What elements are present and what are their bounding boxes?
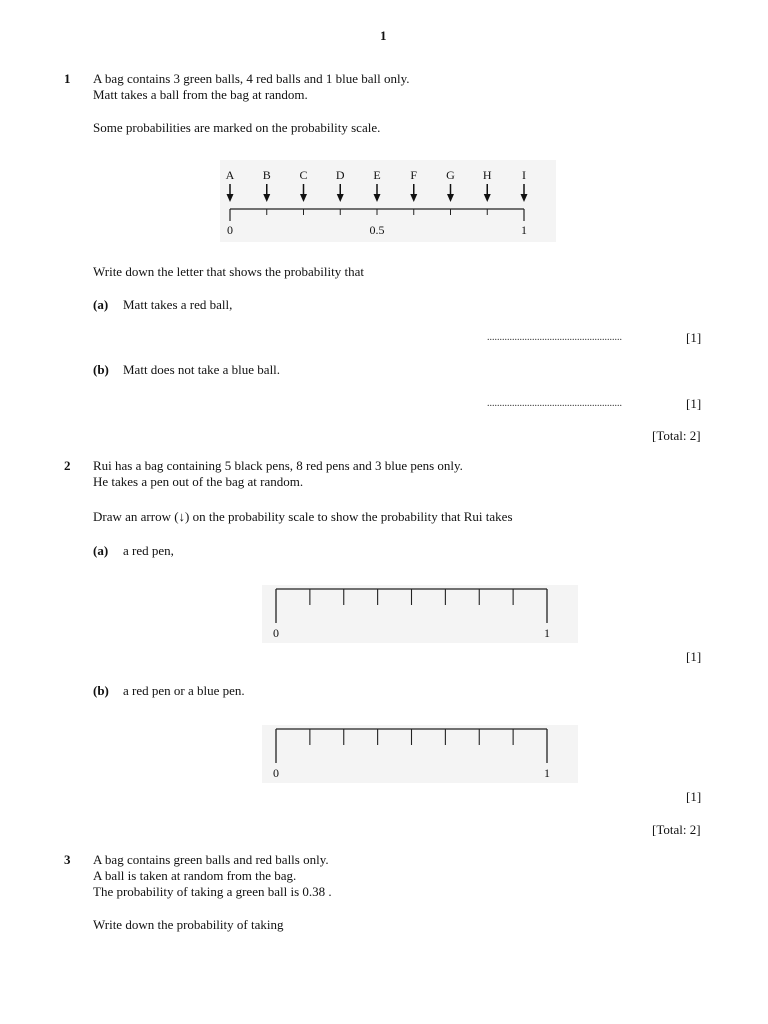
scale-label-half: 0.5	[369, 223, 385, 237]
scale-letter-g: G	[446, 168, 455, 182]
scale-label-one: 1	[544, 766, 550, 780]
arrow-down-icon	[447, 184, 454, 202]
arrow-down-icon	[374, 184, 381, 202]
question-text: A bag contains 3 green balls, 4 red balls and 1 blue ball only.	[93, 71, 410, 86]
question-instruction: Write down the probability of taking	[93, 917, 284, 932]
marks: [1]	[686, 789, 702, 804]
question-number: 3	[64, 852, 71, 867]
question-text: Matt takes a ball from the bag at random.	[93, 87, 308, 102]
scale-label-zero: 0	[273, 766, 279, 780]
scale-letter-a: A	[225, 168, 235, 182]
probability-scale-a[interactable]	[262, 585, 578, 643]
scale-label-zero: 0	[227, 223, 233, 237]
part-label: (a)	[93, 297, 109, 312]
part-label: (b)	[93, 683, 109, 698]
question-number: 1	[64, 71, 71, 86]
probability-scale	[220, 160, 556, 242]
scale-letter-c: C	[299, 168, 308, 182]
scale-letter-e: E	[373, 168, 381, 182]
marks: [1]	[686, 396, 702, 411]
question-text: Rui has a bag containing 5 black pens, 8 red pens and 3 blue pens only.	[93, 458, 463, 473]
scale-intro: Some probabilities are marked on the probability scale.	[93, 120, 381, 135]
scale-label-one: 1	[521, 223, 527, 237]
total-marks: [Total: 2]	[652, 822, 701, 837]
arrow-down-icon	[410, 184, 417, 202]
part-label: (a)	[93, 543, 109, 558]
scale-label-zero: 0	[273, 626, 279, 640]
scale-letter-h: H	[482, 168, 492, 182]
scale-letter-d: D	[335, 168, 345, 182]
arrow-down-icon	[300, 184, 307, 202]
part-text: Matt takes a red ball,	[123, 297, 233, 312]
scale-label-one: 1	[544, 626, 550, 640]
page-number: 1	[380, 28, 387, 43]
question-instruction: Draw an arrow (↓) on the probability scale to show the probability that Rui takes	[93, 509, 513, 524]
question-text: A bag contains green balls and red balls only.	[93, 852, 329, 867]
scale-letter-b: B	[262, 168, 271, 182]
probability-scale-b[interactable]	[262, 725, 578, 783]
question-text: He takes a pen out of the bag at random.	[93, 474, 304, 489]
part-label: (b)	[93, 362, 109, 377]
marks: [1]	[686, 649, 702, 664]
answer-line[interactable]: ......................................................	[487, 332, 622, 343]
answer-line[interactable]: ......................................................	[487, 398, 622, 409]
arrow-down-icon	[521, 184, 528, 202]
arrow-down-icon	[227, 184, 234, 202]
part-text: a red pen or a blue pen.	[123, 683, 245, 698]
question-text: The probability of taking a green ball is 0.38 .	[93, 884, 332, 899]
marks: [1]	[686, 330, 702, 345]
question-text: A ball is taken at random from the bag.	[93, 868, 297, 883]
scale-letter-i: I	[522, 168, 526, 182]
question-number: 2	[64, 458, 71, 473]
total-marks: [Total: 2]	[652, 428, 701, 443]
question-instruction: Write down the letter that shows the probability that	[93, 264, 364, 279]
part-text: a red pen,	[123, 543, 174, 558]
arrow-down-icon	[484, 184, 491, 202]
part-text: Matt does not take a blue ball.	[123, 362, 281, 377]
scale-letter-f: F	[410, 168, 418, 182]
arrow-down-icon	[263, 184, 270, 202]
arrow-down-icon	[337, 184, 344, 202]
